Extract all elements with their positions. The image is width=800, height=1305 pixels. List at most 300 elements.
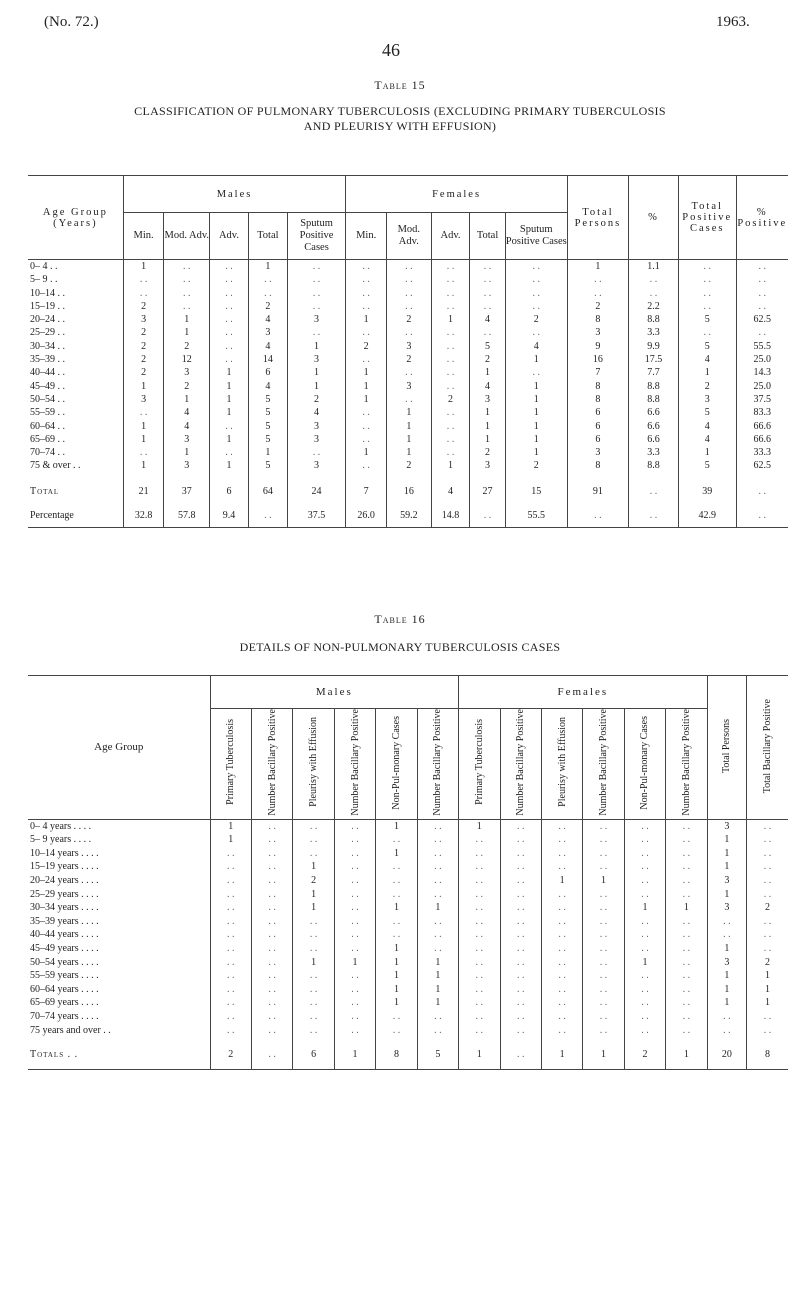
t15-cell: 6.6 [628,406,678,419]
t16-cell: . . [417,1010,458,1024]
t15-cell: . . [346,353,387,366]
t16-cell: . . [459,833,500,847]
t16-cell: . . [459,901,500,915]
t15-cell: . . [505,287,567,300]
t16-row-label: 5– 9 years . . . . [30,834,92,846]
t15-cell: . . [505,300,567,313]
t15-cell: 8.8 [628,459,678,472]
t16-cell: . . [583,833,624,847]
t15-cell: . . [346,260,387,274]
t16-cell: . . [666,983,707,997]
t16-cell: . . [334,996,375,1010]
t16-cell: . . [293,833,334,847]
t15-cell: 4 [678,420,736,433]
t15-cell: 3 [123,313,164,326]
t15-cell: 1 [346,393,387,406]
t15-cell: . . [210,300,249,313]
t15-cell: . . [346,406,387,419]
t15-cell: 8 [567,393,628,406]
t16-cell: . . [210,996,251,1010]
t15-cell: 5 [248,459,287,472]
t16-cell: . . [541,888,582,902]
t15-cell: . . [346,287,387,300]
t15-row [28,326,788,339]
t16-cell: . . [417,847,458,861]
t16-cell: . . [459,915,500,929]
t16-cell: . . [666,942,707,956]
t16-cell: . . [334,819,375,833]
t15-cell: . . [248,287,287,300]
t16-cell: . . [541,833,582,847]
t16-cell: 6 [293,1037,334,1070]
t16-header-age: Age Group [28,676,210,820]
t15-cell: . . [287,300,345,313]
t16-cell: . . [624,928,665,942]
t16-cell: 1 [707,942,746,956]
t16-row [28,942,788,956]
t15-header-females: Females [346,176,568,213]
t15-cell: 2 [248,300,287,313]
t15-cell: 1 [346,446,387,459]
t16-cell: . . [541,847,582,861]
t16-row [28,956,788,970]
t15-cell: . . [431,300,470,313]
t15-cell: . . [387,393,432,406]
t16-cell: . . [210,969,251,983]
t16-header-total-bacillary: Total Bacillary Positive [762,698,774,793]
t15-row [28,446,788,459]
t15-cell: 2 [123,300,164,313]
t16-cell: . . [334,901,375,915]
t15-cell: 1 [470,433,505,446]
t16-cell: . . [251,969,292,983]
t16-cell: . . [747,888,788,902]
t16-cell: . . [624,983,665,997]
t16-cell: . . [251,901,292,915]
t16-cell: 1 [417,956,458,970]
t15-cell: . . [470,273,505,286]
t16-row [28,901,788,915]
t15-cell: . . [505,366,567,379]
t15-cell: . . [505,273,567,286]
page-number: 46 [382,40,400,60]
t15-cell: . . [210,287,249,300]
t15-cell: 1 [505,393,567,406]
t15-cell: . . [164,273,210,286]
t15-cell: . . [628,505,678,528]
t15-cell: 3 [164,459,210,472]
t15-cell: . . [248,505,287,528]
t15-cell: 3 [567,446,628,459]
t15-cell: . . [346,433,387,446]
t15-cell: . . [736,326,788,339]
t15-cell: 1 [431,313,470,326]
t16-sub-header: Pleurisy with Effusion [308,717,320,808]
t15-cell: 4 [248,380,287,393]
t15-cell: 91 [567,473,628,505]
t15-cell: 8 [567,380,628,393]
t16-cell: . . [417,860,458,874]
t16-cell: . . [210,928,251,942]
t15-cell: 4 [248,313,287,326]
t16-cell: 1 [293,860,334,874]
t16-cell: . . [251,1037,292,1070]
t15-cell: 2 [505,459,567,472]
t16-cell: . . [707,1024,746,1038]
t16-cell: . . [500,888,541,902]
t15-cell: 3 [387,380,432,393]
t16-cell: 1 [707,888,746,902]
t15-cell: 5 [248,420,287,433]
t16-sub-header: Number Bacillary Positive [349,709,361,816]
t16-cell: . . [334,847,375,861]
t16-cell: . . [376,928,417,942]
t16-cell: 1 [707,833,746,847]
t16-row-label: 65–69 years . . . . [30,997,99,1009]
t15-cell: 3 [567,326,628,339]
table15-label: Table 15 [374,78,426,92]
t16-cell: . . [376,888,417,902]
t16-cell: . . [624,833,665,847]
t15-cell: 2 [470,353,505,366]
t15-cell: 66.6 [736,433,788,446]
t15-row-label: 20–24 . . [30,314,65,326]
t15-row [28,433,788,446]
t15-cell: . . [164,260,210,274]
t16-cell: 1 [747,983,788,997]
t16-row-label: 10–14 years . . . . [30,847,99,859]
t15-cell: . . [287,287,345,300]
t15-cell: . . [431,273,470,286]
t15-cell: 8 [567,459,628,472]
t16-cell: . . [251,996,292,1010]
t15-cell: 1 [431,459,470,472]
t16-cell: 1 [583,874,624,888]
t16-cell: . . [251,1010,292,1024]
t16-cell: . . [459,1010,500,1024]
t16-cell: . . [417,874,458,888]
t16-cell: . . [500,819,541,833]
t15-cell: . . [387,287,432,300]
t15-cell: 12 [164,353,210,366]
t15-cell: 3.3 [628,326,678,339]
t15-cell: 1 [210,393,249,406]
t16-cell: . . [293,1010,334,1024]
t16-cell: 1 [707,847,746,861]
t15-cell: 25.0 [736,380,788,393]
t15-cell: 9.4 [210,505,249,528]
t15-cell: 4 [678,433,736,446]
t16-cell: . . [293,996,334,1010]
t15-cell: 2 [164,340,210,353]
t15-cell: 3 [123,393,164,406]
t15-cell: 2 [678,380,736,393]
t15-cell: 1 [164,326,210,339]
t16-cell: . . [583,860,624,874]
t16-cell: . . [666,996,707,1010]
t15-cell: 1 [470,366,505,379]
t16-cell: 1 [376,956,417,970]
t16-cell: . . [666,860,707,874]
t15-cell: . . [470,260,505,274]
t15-header-pct-positive: % Positive [736,176,788,260]
t16-cell: 1 [417,996,458,1010]
t16-cell: . . [624,819,665,833]
t16-cell: 1 [541,1037,582,1070]
t16-row-label: 55–59 years . . . . [30,970,99,982]
t15-cell: . . [431,446,470,459]
t15-cell: 1 [387,446,432,459]
t15-cell: 8.8 [628,380,678,393]
t15-cell: . . [736,287,788,300]
t16-row-label: 25–29 years . . . . [30,888,99,900]
t15-cell: . . [678,326,736,339]
t15-cell: . . [431,353,470,366]
t16-cell: . . [334,833,375,847]
t15-cell: 4 [431,473,470,505]
t15-cell: 55.5 [736,340,788,353]
t15-cell: 64 [248,473,287,505]
t16-cell: 3 [707,956,746,970]
t16-cell: . . [747,1024,788,1038]
t15-sub-header: Total [248,213,287,260]
t15-cell: 1 [346,380,387,393]
t15-cell: 33.3 [736,446,788,459]
t15-cell: 3.3 [628,446,678,459]
t15-cell: 2 [123,326,164,339]
t16-cell: 1 [417,969,458,983]
t16-cell: . . [747,833,788,847]
t16-row-label: 50–54 years . . . . [30,956,99,968]
t15-cell: 1 [387,433,432,446]
t16-cell: . . [293,915,334,929]
t16-cell: 1 [707,969,746,983]
t15-cell: . . [678,273,736,286]
t16-cell: . . [583,1010,624,1024]
t15-cell: 4 [470,380,505,393]
t16-cell: . . [624,888,665,902]
t16-cell: 1 [210,833,251,847]
t15-cell: 32.8 [123,505,164,528]
t16-cell: . . [293,928,334,942]
t16-row [28,833,788,847]
t15-sub-header: Adv. [210,213,249,260]
t15-cell: . . [567,505,628,528]
t16-cell: 1 [376,819,417,833]
t15-row [28,313,788,326]
t15-cell: 2 [346,340,387,353]
t16-cell: 1 [707,983,746,997]
t16-cell: . . [210,847,251,861]
t16-cell: . . [334,874,375,888]
t16-cell: . . [459,928,500,942]
t15-cell: 1 [678,446,736,459]
t16-cell: . . [459,956,500,970]
t16-cell: . . [500,928,541,942]
t15-cell: . . [346,273,387,286]
t16-cell: 2 [210,1037,251,1070]
t15-cell: 5 [248,393,287,406]
t15-cell: 1 [678,366,736,379]
t16-cell: . . [747,874,788,888]
t16-row [28,847,788,861]
t16-cell: . . [417,1024,458,1038]
t16-sub-header: Primary Tuberculosis [225,719,237,806]
t15-row [28,505,788,528]
t16-cell: . . [293,983,334,997]
t15-cell: . . [431,287,470,300]
t15-row-label: 15–19 . . [30,300,65,312]
t15-cell: 6 [210,473,249,505]
t16-cell: . . [251,928,292,942]
t15-cell: . . [210,313,249,326]
t16-cell: . . [376,833,417,847]
t15-cell: 2 [123,340,164,353]
t15-cell: 1 [505,433,567,446]
t16-row [28,1010,788,1024]
t15-cell: 5 [678,406,736,419]
t15-cell: 42.9 [678,505,736,528]
t16-cell: . . [747,819,788,833]
t15-cell: 6 [567,406,628,419]
t16-cell: . . [583,915,624,929]
t16-cell: . . [624,860,665,874]
t15-cell: 1 [505,406,567,419]
t16-cell: . . [376,1024,417,1038]
t15-row-label: 50–54 . . [30,393,65,405]
t15-cell: 21 [123,473,164,505]
t15-cell: 3 [287,353,345,366]
t15-cell: 1 [567,260,628,274]
t15-cell: 6.6 [628,433,678,446]
t16-cell: . . [334,860,375,874]
t16-cell: 20 [707,1037,746,1070]
t16-cell: . . [417,888,458,902]
t15-cell: . . [736,505,788,528]
t16-cell: . . [583,928,624,942]
t15-cell: 2 [470,446,505,459]
t16-cell: 1 [747,969,788,983]
t15-cell: . . [346,326,387,339]
t16-cell: . . [666,928,707,942]
report-number: (No. 72.) [44,14,99,30]
t16-cell: . . [583,956,624,970]
t15-cell: . . [567,273,628,286]
t15-cell: . . [210,326,249,339]
t16-sub-header: Non-Pul-monary Cases [639,715,651,810]
t16-row-label: Totals . . [28,1037,210,1070]
t16-cell: . . [417,942,458,956]
t16-cell: . . [210,942,251,956]
t16-cell: . . [459,983,500,997]
t15-row [28,287,788,300]
t16-row [28,969,788,983]
t15-cell: 62.5 [736,313,788,326]
t16-cell: 1 [707,996,746,1010]
t15-cell: . . [431,326,470,339]
t16-row-label: 70–74 years . . . . [30,1010,99,1022]
t15-cell: . . [387,273,432,286]
t16-cell: . . [334,942,375,956]
t16-cell: . . [500,956,541,970]
t15-row [28,340,788,353]
t15-cell: 37.5 [287,505,345,528]
t16-cell: . . [334,983,375,997]
t16-cell: . . [666,915,707,929]
t15-row-label: 25–29 . . [30,327,65,339]
t16-cell: 3 [707,874,746,888]
t15-cell: 9 [567,340,628,353]
t15-cell: . . [431,433,470,446]
t15-row-label: 0– 4 . . [30,261,58,272]
t15-row-label: 65–69 . . [30,433,65,445]
t16-header-males: Males [210,676,459,709]
t16-cell: . . [500,1024,541,1038]
t15-header-age: Age Group (Years) [28,176,123,260]
t15-cell: 2 [567,300,628,313]
t15-row-label: 10–14 . . [30,287,65,299]
t16-cell: . . [334,888,375,902]
t15-cell: 3 [164,366,210,379]
t15-cell: 3 [470,393,505,406]
t16-cell: . . [251,833,292,847]
t15-cell: . . [470,326,505,339]
t16-cell: 2 [747,901,788,915]
t15-cell: 3 [287,433,345,446]
t15-cell: 37 [164,473,210,505]
t16-cell: . . [334,915,375,929]
t15-cell: . . [431,420,470,433]
t15-row-label: 5– 9 . . [30,274,58,286]
t16-row [28,860,788,874]
t16-cell: . . [541,983,582,997]
t15-cell: 4 [164,406,210,419]
t15-cell: 1 [210,433,249,446]
t15-cell: 3 [287,459,345,472]
t16-cell: . . [666,888,707,902]
t15-cell: . . [736,273,788,286]
t16-cell: . . [459,1024,500,1038]
t16-cell: . . [293,819,334,833]
t16-cell: . . [541,1010,582,1024]
t16-row [28,915,788,929]
t15-cell: . . [387,300,432,313]
t15-cell: 1 [346,313,387,326]
t15-cell: 3 [287,313,345,326]
t16-sub-header: Number Bacillary Positive [598,709,610,816]
t16-cell: . . [747,928,788,942]
t15-cell: 1 [287,366,345,379]
t16-cell: . . [417,819,458,833]
t16-cell: . . [210,915,251,929]
t16-cell: . . [251,860,292,874]
t16-cell: . . [500,847,541,861]
t15-cell: . . [346,300,387,313]
t16-cell: . . [500,901,541,915]
t16-cell: . . [417,928,458,942]
table15 [28,175,788,528]
t16-cell: 2 [624,1037,665,1070]
t16-cell: . . [541,1024,582,1038]
t15-body [28,260,788,528]
t15-cell: . . [287,326,345,339]
t16-cell: . . [583,901,624,915]
t16-cell: . . [459,996,500,1010]
t16-cell: . . [747,1010,788,1024]
t15-cell: . . [387,366,432,379]
t16-cell: . . [541,915,582,929]
t16-cell: 1 [583,1037,624,1070]
